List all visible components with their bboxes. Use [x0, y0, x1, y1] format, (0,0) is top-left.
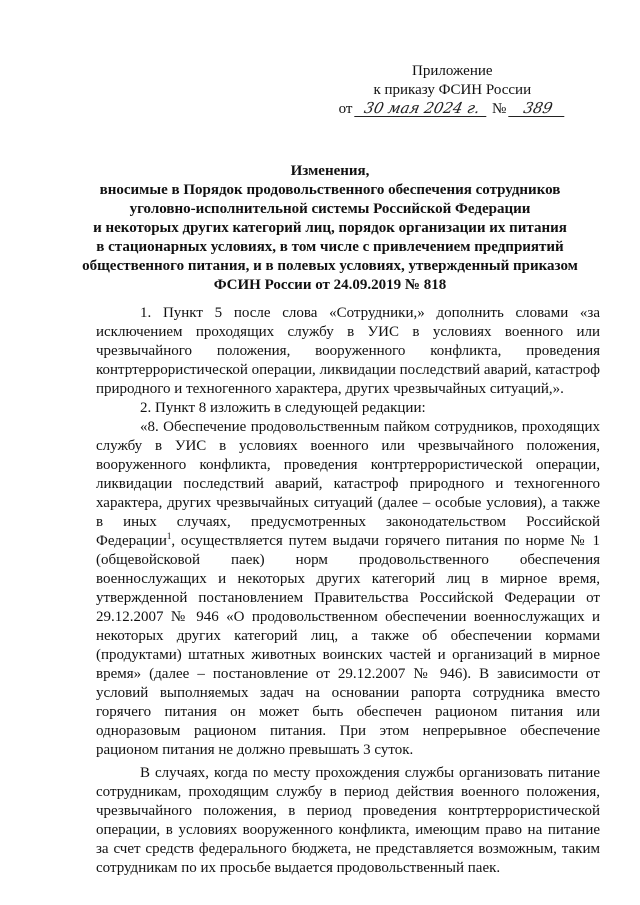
order-date-number-line [339, 100, 566, 119]
paragraph-2: 2. Пункт 8 изложить в следующей редакции: [140, 400, 426, 416]
order-reference: к приказу ФСИН России [373, 82, 532, 98]
document-title [60, 162, 600, 295]
appendix-label: Приложение [412, 63, 493, 79]
paragraph-1: 1. Пункт 5 после слова «Сотрудники,» дополнить словами «за исключением проходящих службу в УИС в условиях военного или чрезвычайного положения, вооруженного конфликта, проведения контртеррористической операции, ликвидации последствий аварий, катастроф природного и техногенного характера, других чрезвычайных ситуаций,». [96, 305, 600, 397]
handwritten-number: 389 [508, 100, 568, 117]
title-line: вносимые в Порядок продовольственного обеспечения сотрудников [99, 182, 561, 198]
title-line: и некоторых других категорий лиц, порядок организации их питания [93, 220, 567, 236]
number-label: № [491, 101, 507, 117]
title-heading: Изменения, [290, 163, 370, 179]
title-line: уголовно-исполнительной системы Российской Федерации [129, 201, 531, 217]
paragraph-3-text-start: «8. Обеспечение продовольственным пайком сотрудников, проходящих службу в УИС в условиях военного или чрезвычайного положения, вооруженного конфликта, проведения контртеррористической операции, ликвидации последствий аварий, катастроф природного и техногенного характера, других чрезвычайных ситуаций (далее – особые условия), а также в иных случаях, предусмотренных законодательством Российской Федерации [96, 419, 600, 549]
from-label: от [338, 101, 353, 117]
footnote-mark: 1 [166, 531, 172, 541]
paragraph-3 [96, 418, 600, 760]
handwritten-date: 30 мая 2024 г. [354, 100, 490, 117]
title-line: общественного питания, и в полевых условиях, утвержденный приказом [82, 258, 578, 274]
paragraph-4: В случаях, когда по месту прохождения службы организовать питание сотрудникам, проходящим службу в период действия военного положения, чрезвычайного положения, в период проведения контртеррористической операции, в условиях вооруженного конфликта, имеющим право на питание за счет средств федерального бюджета, не представляется возможным, таким сотрудникам по их просьбе выдается продовольственный паек. [96, 765, 600, 876]
appendix-block [339, 62, 566, 119]
document-body [96, 304, 600, 878]
title-line: ФСИН России от 24.09.2019 № 818 [213, 277, 447, 293]
paragraph-3-text-end: , осуществляется путем выдачи горячего питания по норме № 1 (общевойсковой паек) норм продовольственного обеспечения военнослужащих и некоторых других категорий лиц в мирное время, утвержденной постановлением Правительства Российской Федерации от 29.12.2007 № 946 «О продовольственном обеспечении военнослужащих и некоторых других категорий лиц, а также об обеспечении кормами (продуктами) штатных животных воинских частей и организаций в мирное время» (далее – постановление от 29.12.2007 № 946). В зависимости от условий выполняемых задач на основании рапорта сотрудника вместо горячего питания он может быть обеспечен рационом питания или одноразовым рационом питания. При этом непрерывное обеспечение рационом питания не должно превышать 3 суток. [96, 533, 600, 758]
title-line: в стационарных условиях, в том числе с привлечением предприятий [96, 239, 564, 255]
